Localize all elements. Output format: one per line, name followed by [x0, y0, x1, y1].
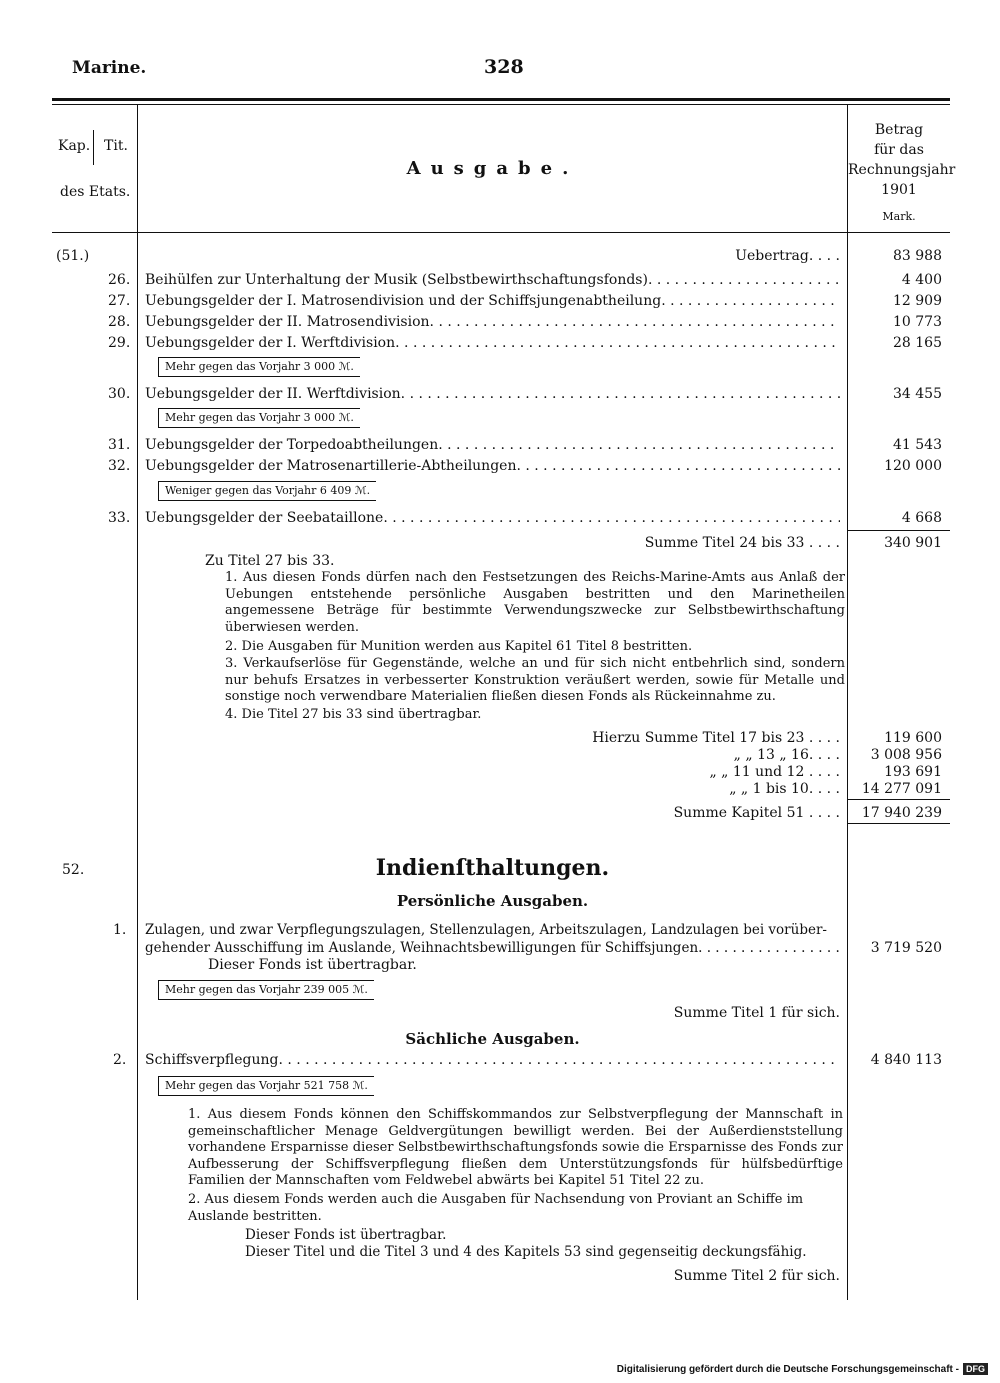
tit-28: 28.: [108, 314, 131, 330]
hierzu-label-3: „ „ 1 bis 10. . . .: [729, 781, 840, 797]
amount-head-2: für das: [874, 142, 924, 158]
t2-note-2: 2. Aus diesem Fonds werden auch die Ausgaben für Nachsendung von Proviant an Schiffe im Auslande bestritten.: [188, 1192, 804, 1224]
hierzu-value-1: 3 008 956: [870, 747, 942, 763]
header-bottom-rule: [52, 232, 950, 233]
t1-value: 3 719 520: [870, 940, 942, 956]
note-3: 3. Verkaufserlöse für Gegenstände, welche an und für sich nicht entbehrlich sind, sondern nur behufs Ersatzes in verbesserter Konstruktion veräußert werden, sowie für Metalle und sonstige noch verwendbare Materialien fließen diesen Fonds als Rückeinnahme zu.: [225, 656, 845, 704]
t1-line-1: Zulagen, und zwar Verpflegungszulagen, Stellenzulagen, Arbeitszulagen, Landzulagen bei vorüber-: [145, 922, 827, 938]
tit-52-2: 2.: [113, 1052, 127, 1068]
hierzu-label-2: „ „ 11 und 12 . . . .: [709, 764, 840, 780]
note-30: Mehr gegen das Vorjahr 3 000 ℳ.: [158, 408, 360, 428]
running-head: Marine.: [72, 58, 147, 78]
summe-kapitel-51-label: Summe Kapitel 51 . . . .: [673, 805, 840, 821]
page-number: 328: [484, 56, 524, 78]
t2-note-4: Dieser Titel und die Titel 3 und 4 des Kapitels 53 sind gegenseitig deckungsfähig.: [245, 1244, 807, 1260]
row-27-value: 12 909: [893, 293, 942, 309]
note-1: 1. Aus diesen Fonds dürfen nach den Festsetzungen des Reichs-Marine-Amts aus Anlaß der Uebungen entstehende persönliche Ausgaben bestritten und den Marinetheilen angemessene Beträge für bestimmte Verwendungszwecke zur Selbstbewirthschaftung überwiesen werden.: [225, 570, 845, 635]
hierzu-label-0: Hierzu Summe Titel 17 bis 23 . . . .: [592, 730, 840, 746]
sum-rule-kapitel: [848, 799, 950, 800]
row-30-text: Uebungsgelder der II. Werftdivision . . .: [145, 386, 840, 402]
sum-rule-51: [848, 530, 950, 531]
row-31-text: Uebungsgelder der Torpedoabtheilungen . . .: [145, 437, 840, 453]
t1-line-3: Dieser Fonds ist übertragbar.: [208, 957, 417, 973]
sum-rule-kapitel-bottom: [848, 823, 950, 824]
row-32-value: 120 000: [884, 458, 942, 474]
row-26-text: Beihülfen zur Unterhaltung der Musik (Selbstbewirthschaftungsfonds) . . .: [145, 272, 840, 288]
tit-30: 30.: [108, 386, 131, 402]
t2-note-3: Dieser Fonds ist übertragbar.: [245, 1227, 447, 1243]
row-31-value: 41 543: [893, 437, 942, 453]
divider-kap-tit: [93, 130, 94, 165]
kap-52: 52.: [62, 862, 85, 878]
t2-note-1: 1. Aus diesem Fonds können den Schiffskommandos zur Selbstverpflegung der Mannschaft in gemeinschaftlicher Menage Geldvergütungen bewilligt werden. Bei der Außerdienststellung vorhandene Ersparnisse dieser Selbstbewirthschaftungsfonds sowie die Ersparnisse des Fonds zur Aufbesserung der Schiffsverpflegung fließen dem Unterstützungsfonds für hülfsbedürftige Familien der Mannschaften vom Feldwebel abwärts bei Kapitel 51 Titel 22 zu.: [188, 1107, 843, 1188]
hierzu-label-1: „ „ 13 „ 16. . . .: [733, 747, 840, 763]
amount-head-1: Betrag: [874, 122, 924, 138]
note-29: Mehr gegen das Vorjahr 3 000 ℳ.: [158, 357, 360, 377]
t1-summe: Summe Titel 1 für sich.: [673, 1005, 840, 1021]
uebertrag-label: Uebertrag. . . .: [735, 248, 840, 264]
t1-line-2: gehender Ausschiffung im Auslande, Weihnachtsbewilligungen für Schiffsjungen . . .: [145, 940, 840, 956]
amount-head-3: Rechnungsjahr: [848, 162, 956, 178]
persoenliche-heading: Persönliche Ausgaben.: [396, 892, 589, 910]
section-52-title: Indienſthaltungen.: [375, 855, 610, 881]
row-32-text: Uebungsgelder der Matrosenartillerie-Abtheilungen . . .: [145, 458, 840, 474]
note-2: 2. Die Ausgaben für Munition werden aus Kapitel 61 Titel 8 bestritten.: [225, 639, 693, 654]
hierzu-value-3: 14 277 091: [861, 781, 942, 797]
note-4: 4. Die Titel 27 bis 33 sind übertragbar.: [225, 707, 482, 722]
row-30-value: 34 455: [893, 386, 942, 402]
t2-text: Schiffsverpflegung . . .: [145, 1052, 840, 1068]
col-kap: Kap.: [58, 138, 91, 154]
row-28-text: Uebungsgelder der II. Matrosendivision . . .: [145, 314, 840, 330]
row-33-value: 4 668: [901, 510, 942, 526]
amount-head-4: 1901: [881, 182, 917, 198]
hierzu-value-0: 119 600: [884, 730, 942, 746]
table-title: Ausgabe.: [406, 158, 579, 179]
summe-kapitel-51-value: 17 940 239: [861, 805, 942, 821]
summe-24-33-value: 340 901: [884, 535, 942, 551]
tit-29: 29.: [108, 335, 131, 351]
footer-text: Digitalisierung gefördert durch die Deutsche Forschungsgemeinschaft -: [616, 1363, 959, 1375]
note-32: Weniger gegen das Vorjahr 6 409 ℳ.: [158, 481, 376, 501]
row-33-text: Uebungsgelder der Seebataillone . . .: [145, 510, 840, 526]
t2-value: 4 840 113: [870, 1052, 942, 1068]
tit-31: 31.: [108, 437, 131, 453]
row-28-value: 10 773: [893, 314, 942, 330]
dfg-logo: DFG: [963, 1363, 988, 1375]
divider-text: [137, 105, 138, 1300]
divider-amount: [847, 105, 848, 1300]
row-29-value: 28 165: [893, 335, 942, 351]
t2-note: Mehr gegen das Vorjahr 521 758 ℳ.: [158, 1076, 374, 1096]
t1-note: Mehr gegen das Vorjahr 239 005 ℳ.: [158, 980, 374, 1000]
row-29-text: Uebungsgelder der I. Werftdivision . . .: [145, 335, 840, 351]
kap-51: (51.): [56, 248, 90, 264]
saechliche-heading: Sächliche Ausgaben.: [405, 1030, 580, 1048]
digitization-footer: [617, 1363, 988, 1375]
tit-26: 26.: [108, 272, 131, 288]
summe-24-33-label: Summe Titel 24 bis 33 . . . .: [644, 535, 840, 551]
uebertrag-value: 83 988: [893, 248, 942, 264]
tit-27: 27.: [108, 293, 131, 309]
top-rule-thick: [52, 98, 950, 101]
row-27-text: Uebungsgelder der I. Matrosendivision und der Schiffsjungenabtheilung . . .: [145, 293, 840, 309]
row-26-value: 4 400: [901, 272, 942, 288]
col-tit: Tit.: [104, 138, 128, 154]
tit-52-1: 1.: [113, 922, 127, 938]
zu-titel-heading: Zu Titel 27 bis 33.: [205, 553, 335, 569]
top-rule-thin: [52, 104, 950, 105]
tit-32: 32.: [108, 458, 131, 474]
hierzu-value-2: 193 691: [884, 764, 942, 780]
tit-33: 33.: [108, 510, 131, 526]
amount-unit: Mark.: [882, 210, 916, 223]
t2-summe: Summe Titel 2 für sich.: [673, 1268, 840, 1284]
col-des-etats: des Etats.: [60, 184, 131, 200]
